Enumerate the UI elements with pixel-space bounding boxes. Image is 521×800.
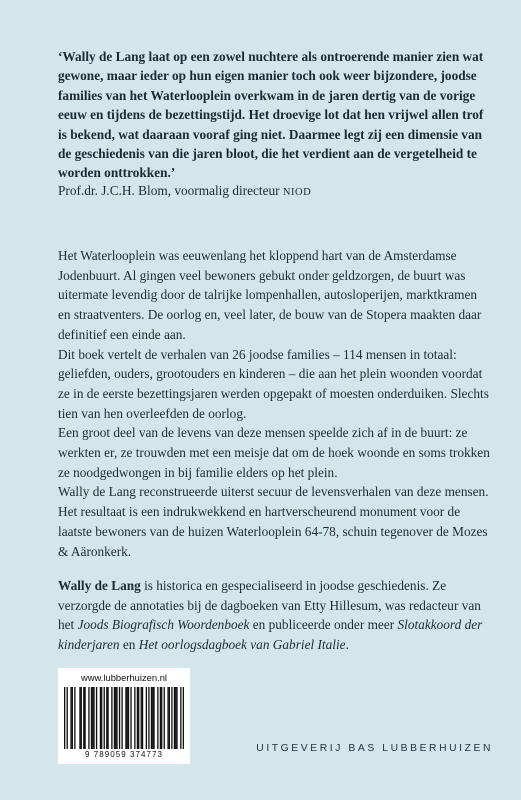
bio-text: is historica en gespecialiseerd in joodse geschiedenis. Ze verzorgde de annotaties bij de dagboeken van Etty Hillesum, was redacteur van het — [58, 578, 481, 633]
barcode-bar — [119, 687, 120, 749]
barcode-bar — [137, 687, 138, 749]
publisher-website: www.lubberhuizen.nl — [81, 672, 167, 683]
blurb-paragraph: Wally de Lang reconstrueerde uiterst secuur de levensverhalen van deze mensen. Het resultaat is een indrukwekkend en hartverscheurend monument voor de laatste bewoners van de huizen Waterlooplein 64-78, schuin tegenover de Mozes & Aäronkerk. — [58, 484, 489, 559]
barcode-bar — [157, 687, 158, 749]
barcode-bar — [127, 687, 128, 749]
barcode-bar — [74, 687, 75, 749]
bio-book-title: Slotakkoord der kinderjaren — [58, 617, 483, 653]
barcode-bar — [114, 687, 115, 749]
barcode-bar — [92, 687, 93, 749]
barcode-bar — [88, 687, 89, 749]
barcode-bar — [160, 687, 161, 749]
barcode-bar — [161, 687, 162, 749]
barcode-bar — [125, 687, 126, 749]
barcode-bar — [142, 687, 143, 749]
publisher-name: UITGEVERIJ BAS LUBBERHUIZEN — [256, 743, 493, 754]
blurb-paragraph: Een groot deel van de levens van deze mensen speelde zich af in de buurt: ze werkten er, ze trouwden met een meisje dat om de hoek woonde en soms trokken ze noodgedwongen in bij familie elders op het plein. — [58, 425, 490, 480]
barcode-bar — [104, 687, 105, 749]
barcode-bar — [152, 687, 153, 749]
barcode-bar — [121, 687, 122, 749]
barcode-bar — [81, 687, 82, 749]
barcode-bar — [138, 687, 139, 749]
barcode-bar — [134, 687, 135, 749]
barcode-bar — [67, 687, 68, 749]
barcode-bar — [175, 687, 176, 749]
barcode-bar — [130, 687, 131, 749]
barcode-bar — [171, 687, 172, 749]
blurb-paragraph: Dit boek vertelt de verhalen van 26 joodse families – 114 mensen in totaal: geliefden, ouders, grootouders en kinderen – die aan het plein woonden voordat ze in de eerste bezettingsjaren werden opgepakt of moesten onderduiken. Slechts tien van hen overleefden de oorlog. — [58, 346, 489, 421]
isbn-barcode — [58, 668, 190, 764]
isbn-number: 9 789059 374773 — [84, 750, 164, 759]
barcode-bar — [174, 687, 175, 749]
review-quote: ‘Wally de Lang laat op een zowel nuchtere als ontroerende manier zien wat gewone, maar ieder op hun eigen manier toch ook weer bijzondere, joodse families van het Waterlooplein overkwam in de jaren dertig van de vorige eeuw en tijdens de bezettingstijd. Het droevige lot dat hen vrijwel allen trof is bekend, wat daaraan vooraf ging niet. Daarmee legt zij een dimensie van de geschiedenis van die jaren bloot, die het verdient aan de vergetelheid te worden onttrokken.’ — [58, 49, 484, 181]
bio-text: en publiceerde onder meer — [249, 617, 398, 633]
barcode-bar — [72, 687, 73, 749]
bio-text: en — [119, 637, 139, 653]
author-bio — [58, 576, 490, 655]
barcode-bar — [83, 687, 84, 749]
attribution-organization: NIOD — [282, 187, 312, 198]
barcode-bar — [116, 687, 117, 749]
barcode-bar — [100, 687, 101, 749]
bio-text: . — [345, 637, 349, 653]
barcode-bar — [167, 687, 168, 749]
attribution-name: Prof.dr. J.C.H. Blom, voormalig directeur — [58, 183, 280, 198]
bio-book-title: Joods Biografisch Woordenboek — [77, 617, 250, 633]
barcode-bar — [70, 687, 71, 749]
bio-book-title: Het oorlogsdagboek van Gabriel Italie — [138, 637, 346, 653]
barcode-bar — [96, 687, 97, 749]
barcode-bar — [84, 687, 85, 749]
barcode-bar — [64, 687, 65, 749]
barcode-bar — [169, 687, 170, 749]
barcode-bar — [141, 687, 142, 749]
blurb-paragraph: Het Waterlooplein was eeuwenlang het kloppend hart van de Amsterdamse Jodenbuurt. Al gingen veel bewoners gebukt onder geldzorgen, de buurt was uitermate levendig door de talrijke lompenhallen, autosloperijen, marktkramen en straatventers. De oorlog en, veel later, de bouw van de Stopera maakten daar definitief een einde aan. — [58, 248, 482, 342]
barcode-bar — [107, 687, 108, 749]
barcode-bar — [176, 687, 177, 749]
barcode-bar — [148, 687, 149, 749]
barcode-bar — [183, 687, 184, 749]
barcode-bar — [91, 687, 92, 749]
barcode-bar — [128, 687, 129, 749]
barcode-bar — [180, 687, 181, 749]
barcode-bar — [101, 687, 102, 749]
barcode-bars — [64, 687, 184, 751]
barcode-bar — [153, 687, 154, 749]
barcode-bar — [93, 687, 94, 749]
barcode-bar — [79, 687, 80, 749]
barcode-bar — [146, 687, 147, 749]
barcode-bar — [164, 687, 165, 749]
barcode-bar — [106, 687, 107, 749]
book-blurb — [58, 246, 490, 561]
quote-attribution — [58, 181, 490, 202]
barcode-bar — [115, 687, 116, 749]
barcode-bar — [111, 687, 112, 749]
author-name: Wally de Lang — [58, 578, 141, 593]
barcode-bar — [151, 687, 152, 749]
